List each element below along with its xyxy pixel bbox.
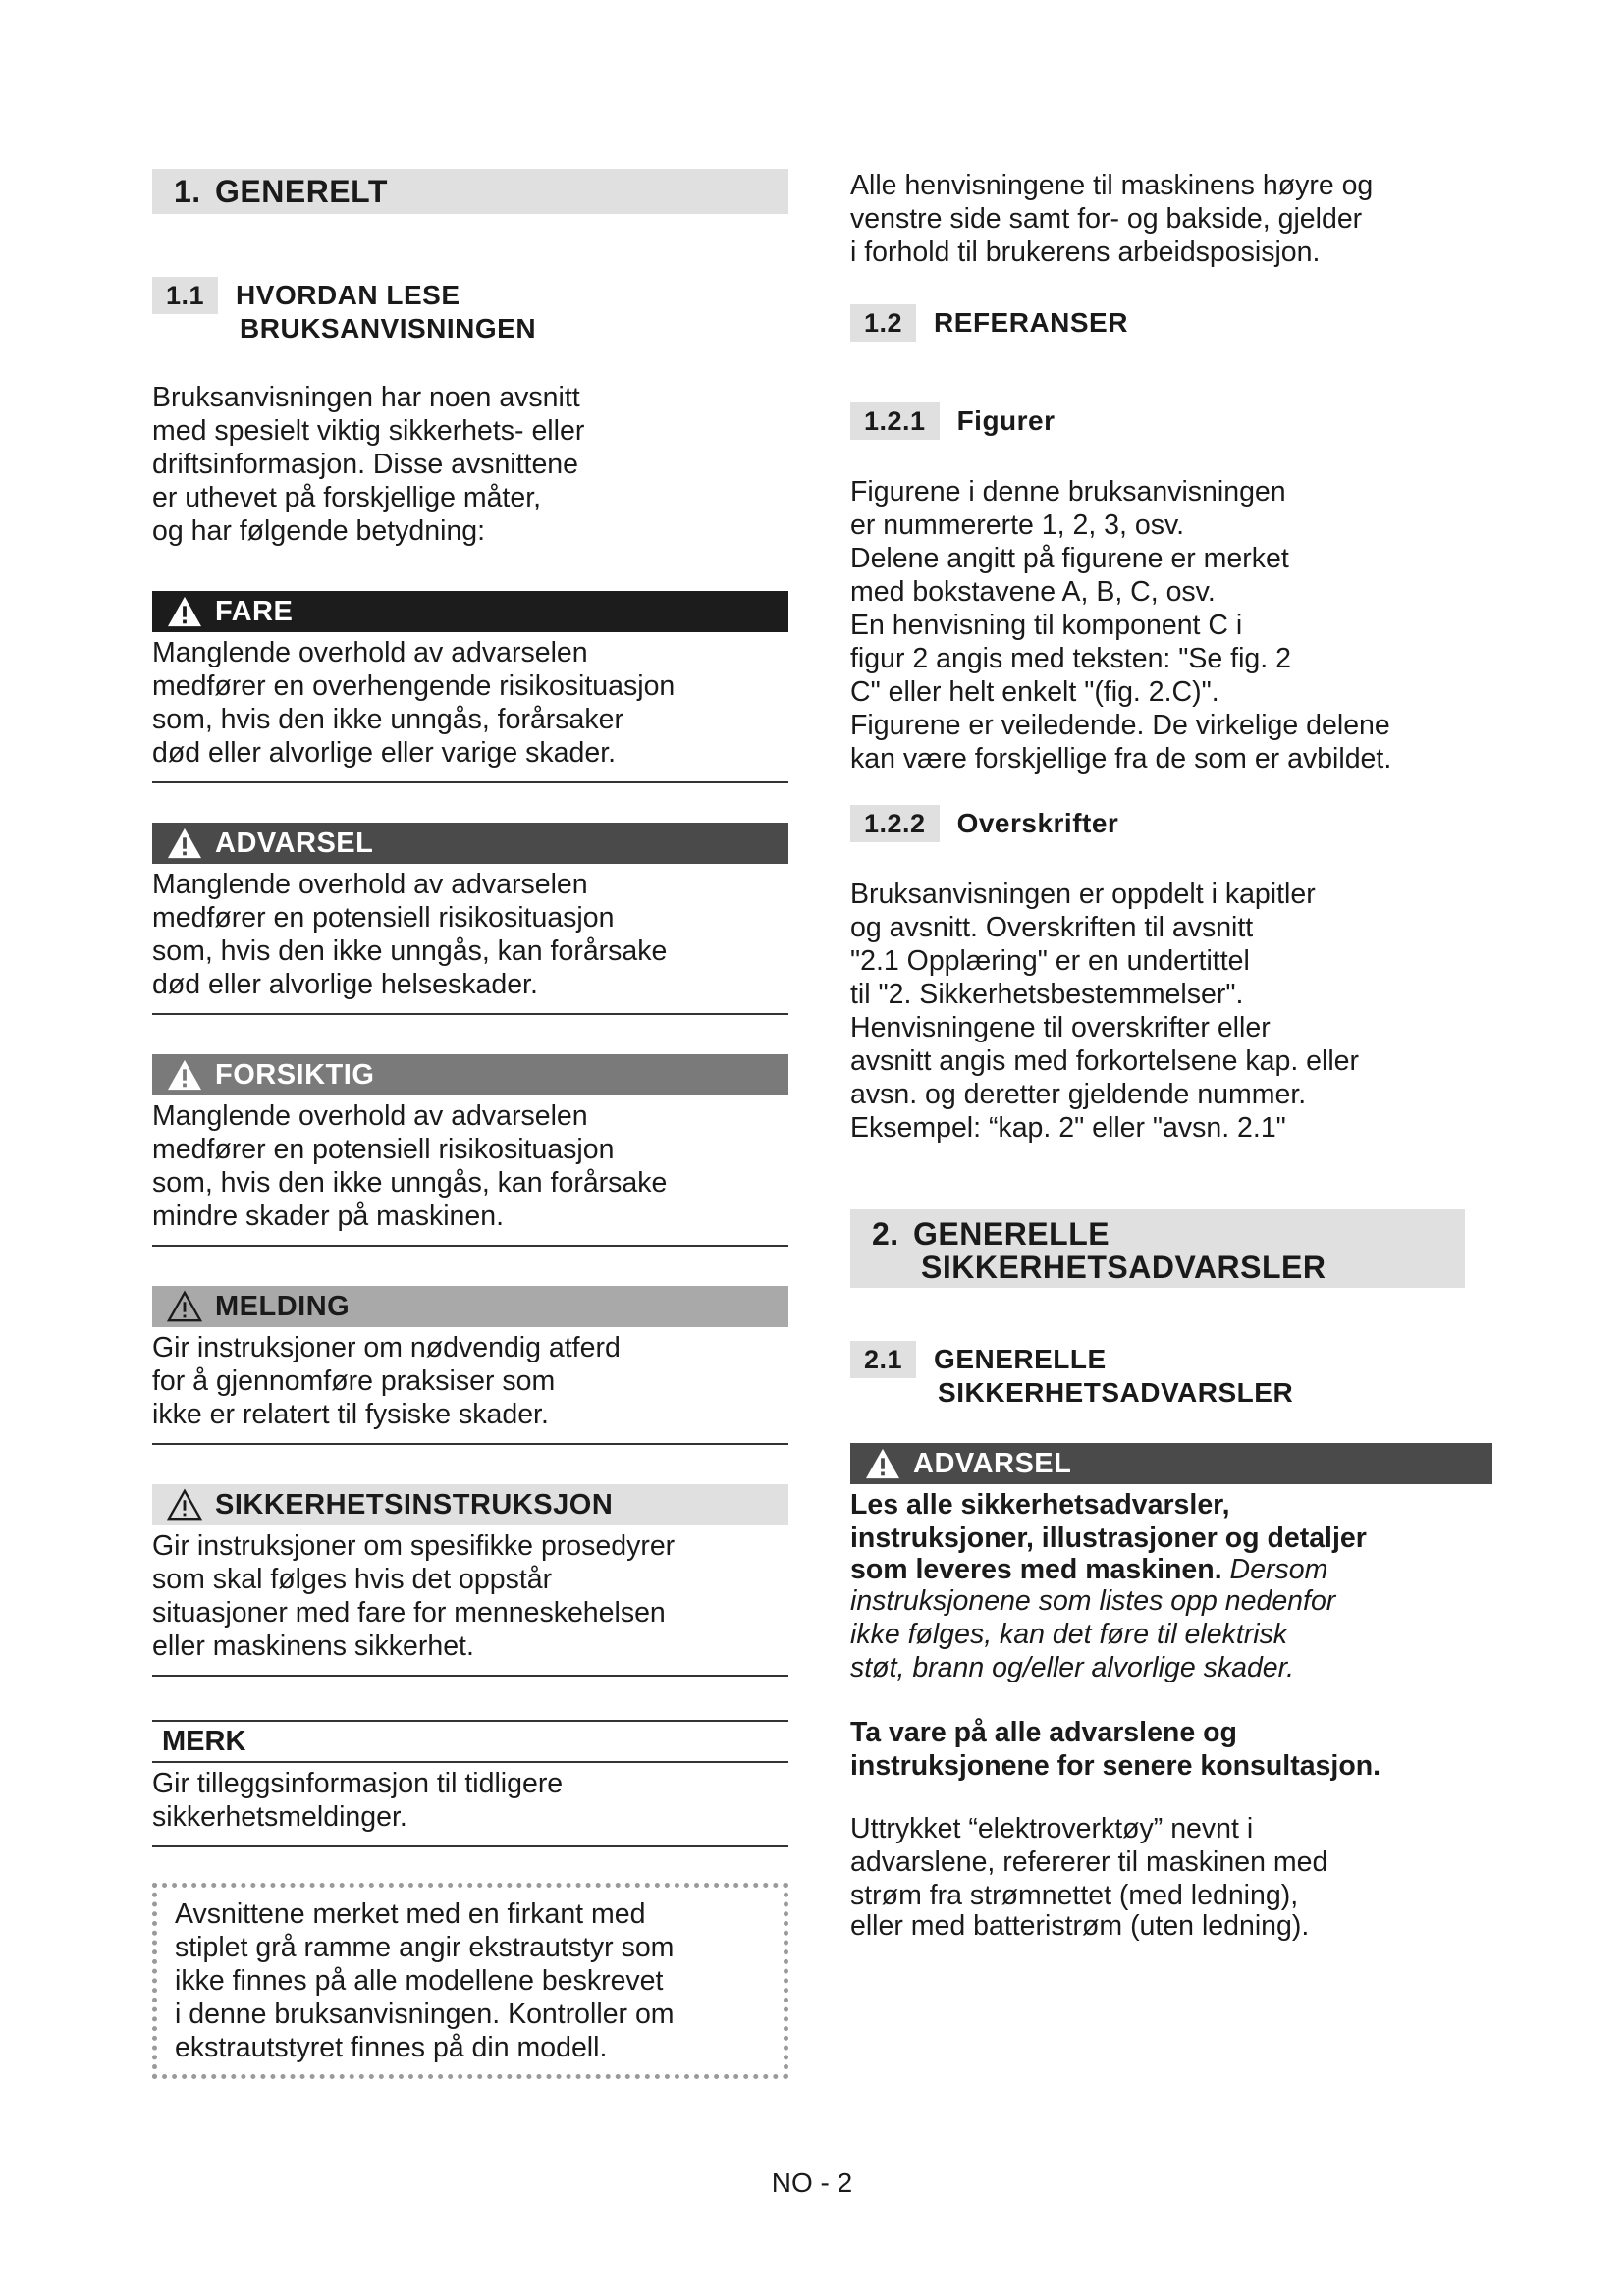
fare-header bbox=[152, 591, 788, 632]
sikkerhetsinstruksjon-box: SIKKERHETSINSTRUKSJON Gir instruksjoner om spesifikke prosedyrer som skal følges hvis det oppstår situasjoner med fare for menneskehelsen eller maskinens sikkerhet. bbox=[152, 1484, 788, 1677]
chapter-1-heading bbox=[152, 169, 788, 214]
chapter-title: GENERELT bbox=[215, 174, 388, 209]
section-title-line: BRUKSANVISNINGEN bbox=[240, 313, 537, 344]
section-title-line: GENERELLE bbox=[934, 1344, 1107, 1374]
section-number: 1.1 bbox=[152, 277, 218, 314]
uttrykket-paragraph: Uttrykket “elektroverktøy” nevnt i advarslene, refererer til maskinen med strøm fra strømnettet (med ledning), eller med batteristrøm (uten ledning). bbox=[850, 1813, 1328, 1942]
section-number: 2.1 bbox=[850, 1341, 916, 1378]
page-number: NO - 2 bbox=[771, 2167, 853, 2198]
section-number: 1.2.2 bbox=[850, 805, 940, 842]
advarsel-label: ADVARSEL bbox=[215, 827, 374, 859]
figurer-paragraph: Figurene i denne bruksanvisningen er nummererte 1, 2, 3, osv. Delene angitt på figurene er merket med bokstavene A, B, C, osv. En henvisning til komponent C i figur 2 angis med teksten: "Se fig. 2 C" eller helt enkelt "(fig. 2.C)". Figurene er veiledende. De virkelige delene kan være forskjellige fra de som er avbildet. bbox=[850, 476, 1392, 774]
section-1-2-1-heading bbox=[850, 402, 1489, 440]
chapter-title-line: GENERELLE bbox=[913, 1216, 1110, 1252]
merk-box: MERK Gir tilleggsinformasjon til tidligere sikkerhetsmeldinger. bbox=[152, 1720, 788, 1847]
chapter-title-line: SIKKERHETSADVARSLER bbox=[921, 1250, 1326, 1285]
section-title-line: SIKKERHETSADVARSLER bbox=[938, 1377, 1294, 1408]
section-1-2-heading bbox=[850, 304, 1489, 342]
chapter-number: 2. bbox=[872, 1216, 899, 1252]
advarsel-box: ADVARSEL Manglende overhold av advarselen medfører en potensiell risikosituasjon som, hvis den ikke unngås, kan forårsake død eller alvorlige helseskader. bbox=[152, 823, 788, 1015]
overskrifter-paragraph: Bruksanvisningen er oppdelt i kapitler og avsnitt. Overskriften til avsnitt "2.1 Opplæring" er en undertittel til "2. Sikkerhetsbestemmelser". Henvisningene til overskrifter eller avsnitt angis med forkortelsene kap. eller avsn. og deretter gjeldende nummer. Eksempel: “kap. 2" eller "avsn. 2.1" bbox=[850, 879, 1360, 1144]
outline-warning-icon bbox=[166, 1488, 203, 1522]
forsiktig-label: FORSIKTIG bbox=[215, 1058, 375, 1091]
section-title-line: HVORDAN LESE bbox=[236, 280, 460, 310]
fare-label: FARE bbox=[215, 595, 294, 627]
advarsel-header bbox=[152, 823, 788, 864]
section-number: 1.2 bbox=[850, 304, 916, 342]
chapter-number: 1. bbox=[174, 174, 201, 209]
warning-triangle-icon bbox=[166, 595, 203, 628]
advarsel-header bbox=[850, 1443, 1492, 1484]
melding-label: MELDING bbox=[215, 1290, 351, 1322]
orientation-paragraph: Alle henvisningene til maskinens høyre og venstre side samt for- og bakside, gjelder i forhold til brukerens arbeidsposisjon. bbox=[850, 170, 1374, 268]
optional-equipment-box: Avsnittene merket med en firkant med stiplet grå ramme angir ekstrautstyr som ikke finnes på alle modellene beskrevet i denne bruksanvisningen. Kontroller om ekstrautstyret finnes på din modell. bbox=[152, 1883, 788, 2079]
warning-triangle-icon bbox=[166, 827, 203, 860]
outline-warning-icon bbox=[166, 1290, 203, 1323]
sikkerhetsinstruksjon-label: SIKKERHETSINSTRUKSJON bbox=[215, 1488, 614, 1521]
fare-box: FARE Manglende overhold av advarselen medfører en overhengende risikosituasjon som, hvis den ikke unngås, forårsaker død eller alvorlige eller varige skader. bbox=[152, 591, 788, 783]
left-column bbox=[152, 169, 788, 2079]
section-1-1-heading bbox=[152, 277, 788, 346]
warning-triangle-icon bbox=[864, 1447, 901, 1480]
melding-header bbox=[152, 1286, 788, 1327]
section-title: REFERANSER bbox=[934, 307, 1128, 338]
intro-paragraph: Bruksanvisningen har noen avsnitt med spesielt viktig sikkerhets- eller driftsinformasjon. Disse avsnittene er uthevet på forskjellige måter, og har følgende betydning: bbox=[152, 382, 585, 547]
sikkerhetsinstruksjon-header bbox=[152, 1484, 788, 1525]
right-column bbox=[850, 169, 1489, 1940]
section-2-1-heading bbox=[850, 1341, 1489, 1410]
section-1-2-2-heading bbox=[850, 805, 1489, 842]
merk-label: MERK bbox=[152, 1722, 788, 1763]
section-title: Overskrifter bbox=[956, 808, 1119, 838]
ta-vare-paragraph: Ta vare på alle advarslene og instruksjonene for senere konsultasjon. bbox=[850, 1717, 1381, 1782]
chapter-2-heading bbox=[850, 1209, 1465, 1288]
general-warning-block: ADVARSEL Les alle sikkerhetsadvarsler, instruksjoner, illustrasjoner og detaljer som leveres med maskinen. Dersom instruksjonene som listes opp nedenfor ikke følges, kan det føre til elektrisk støt, brann og/eller alvorlige skader. bbox=[850, 1443, 1489, 1684]
forsiktig-box: FORSIKTIG Manglende overhold av advarselen medfører en potensiell risikosituasjon som, hvis den ikke unngås, kan forårsake mindre skader på maskinen. bbox=[152, 1054, 788, 1247]
warning-triangle-icon bbox=[166, 1058, 203, 1092]
section-title: Figurer bbox=[956, 405, 1056, 436]
melding-box: MELDING Gir instruksjoner om nødvendig atferd for å gjennomføre praksiser som ikke er relatert til fysiske skader. bbox=[152, 1286, 788, 1445]
section-number: 1.2.1 bbox=[850, 402, 940, 440]
advarsel-label: ADVARSEL bbox=[913, 1447, 1072, 1479]
forsiktig-header bbox=[152, 1054, 788, 1095]
